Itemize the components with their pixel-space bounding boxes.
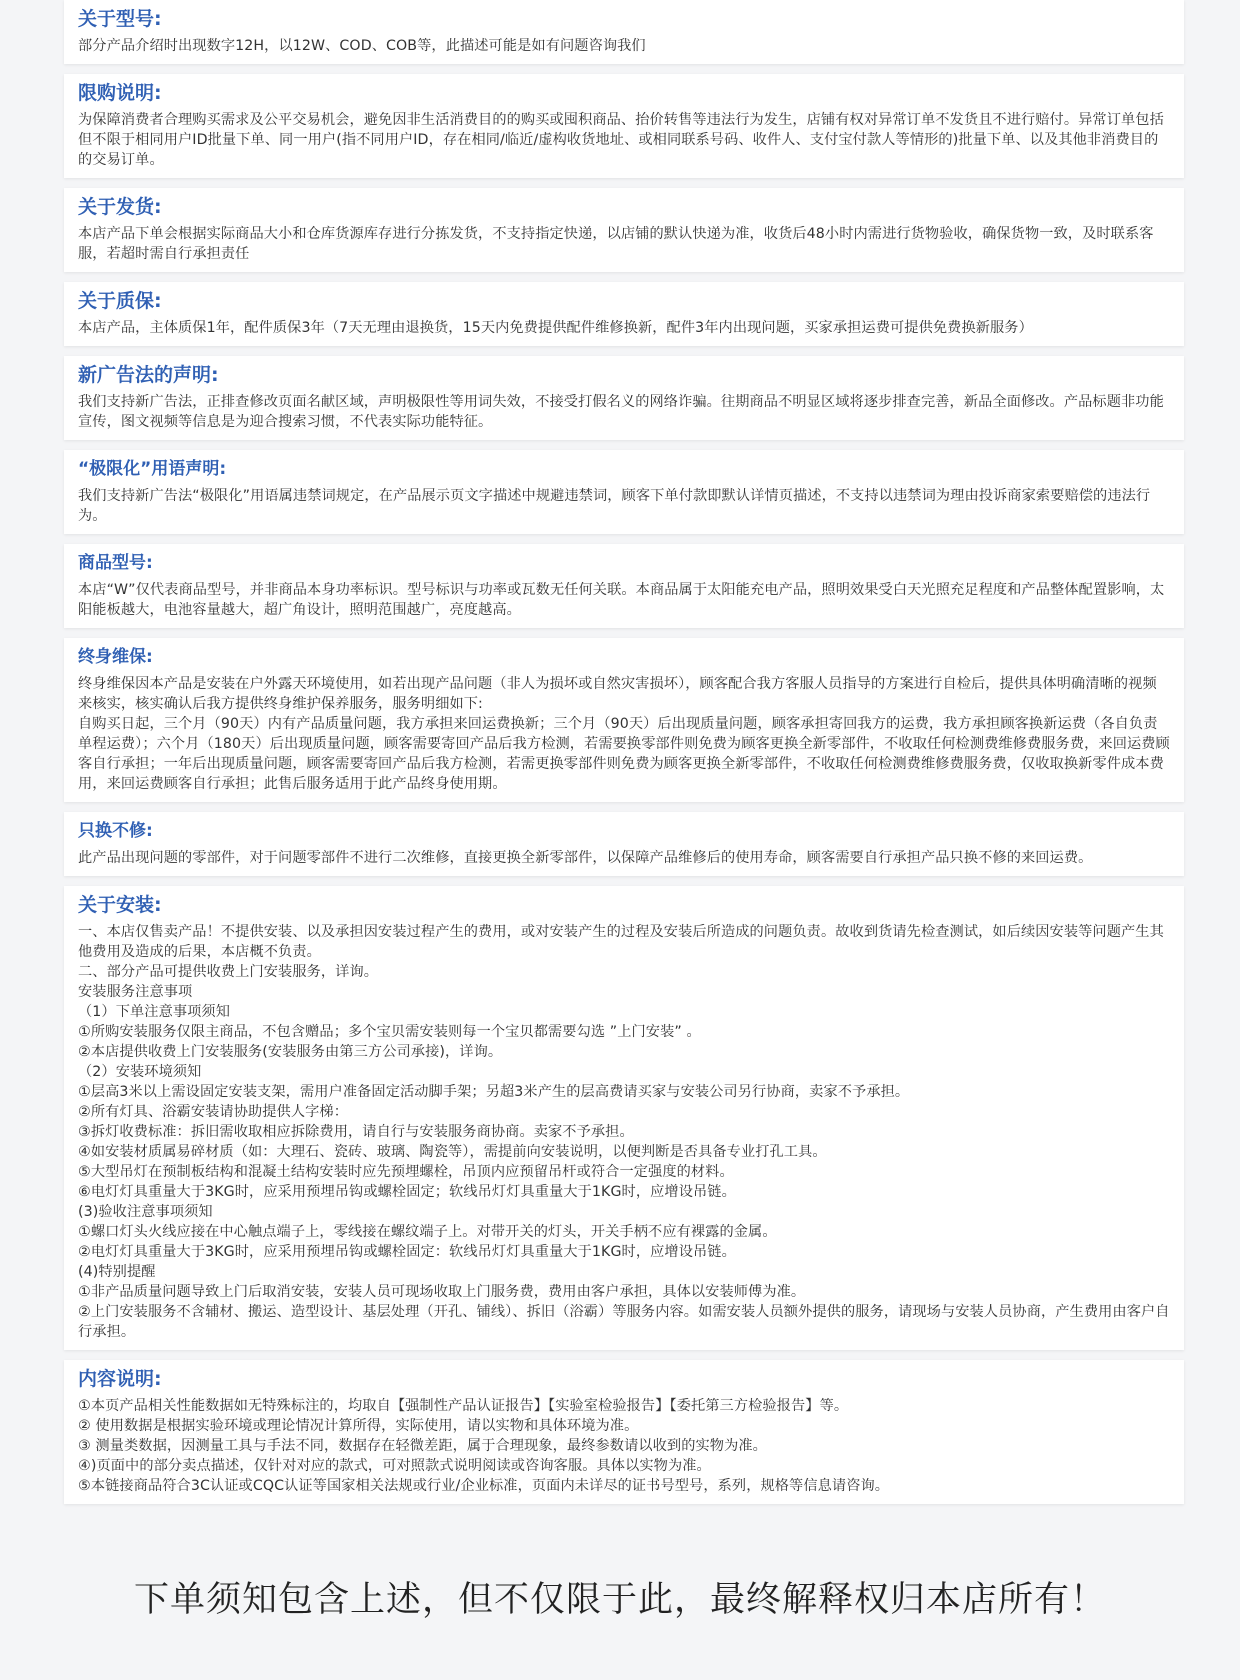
notice-section [64,886,1184,1350]
section-body [78,674,1170,794]
section-body [78,580,1170,620]
section-body [78,922,1170,1342]
section-text-line: ②电灯灯具重量大于3KG时，应采用预埋吊钩或螺栓固定：软线吊灯灯具重量大于1KG时，应增设吊链。 [78,1244,736,1260]
section-text-line: ①所购安装服务仅限主商品，不包含赠品；多个宝贝需安装则每一个宝贝都需要勾选 ”上门安装” 。 [78,1024,701,1040]
notice-section [64,544,1184,628]
notice-section [64,812,1184,876]
section-text-line: 此产品出现问题的零部件，对于问题零部件不进行二次维修，直接更换全新零部件，以保障产品维修后的使用寿命，顾客需要自行承担产品只换不修的来回运费。 [78,850,1093,866]
section-body [78,318,1170,338]
section-text-line: ②上门安装服务不含辅材、搬运、造型设计、基层处理（开孔、铺线）、拆旧（浴霸）等服务内容。如需安装人员额外提供的服务，请现场与安装人员协商，产生费用由客户自行承担。 [78,1304,1170,1340]
section-text-line: ②本店提供收费上门安装服务(安装服务由第三方公司承接)，详询。 [78,1044,503,1060]
section-text-line: 安装服务注意事项 [78,984,193,1000]
section-text-line: 本店“W”仅代表商品型号，并非商品本身功率标识。型号标识与功率或瓦数无任何关联。本商品属于太阳能充电产品，照明效果受白天光照充足程度和产品整体配置影响，太阳能板越大，电池容量越大，超广角设计，照明范围越广，亮度越高。 [78,582,1165,618]
section-title: 关于安装: [78,894,162,916]
section-title: 限购说明: [78,82,162,104]
section-text-line: ④)页面中的部分卖点描述，仅针对对应的款式，可对照款式说明阅读或咨询客服。具体以实物为准。 [78,1458,711,1474]
section-body [78,486,1170,526]
section-body [78,224,1170,264]
section-title: 关于型号: [78,8,162,30]
section-body [78,848,1170,868]
section-body [78,110,1170,170]
section-text-line: ④如安装材质属易碎材质（如：大理石、瓷砖、玻璃、陶瓷等），需提前向安装说明，以便判断是否具备专业打孔工具。 [78,1144,827,1160]
notice-section [64,188,1184,272]
section-text-line: ③ 测量类数据，因测量工具与手法不同，数据存在轻微差距，属于合理现象，最终参数请以收到的实物为准。 [78,1438,767,1454]
section-text-line: （1）下单注意事项须知 [78,1004,231,1020]
section-text-line: ⑤大型吊灯在预制板结构和混凝土结构安装时应先预埋螺栓，吊顶内应预留吊杆或符合一定强度的材料。 [78,1164,734,1180]
section-body [78,392,1170,432]
section-text-line: ③拆灯收费标准：拆旧需收取相应拆除费用，请自行与安装服务商协商。卖家不予承担。 [78,1124,634,1140]
section-body [78,36,1170,56]
section-text-line: 我们支持新广告法，正排查修改页面名献区域，声明极限性等用词失效，不接受打假名义的网络诈骗。往期商品不明显区域将逐步排查完善，新品全面修改。产品标题非功能宣传，图文视频等信息是为迎合搜索习惯，不代表实际功能特征。 [78,394,1164,430]
section-title: 新广告法的声明: [78,364,219,386]
section-text-line: ⑤本链接商品符合3C认证或CQC认证等国家相关法规或行业/企业标准，页面内未详尽的证书号型号，系列，规格等信息请咨询。 [78,1478,890,1494]
notice-section [64,1360,1184,1504]
notice-section [64,74,1184,178]
section-text-line: 终身维保因本产品是安装在户外露天环境使用，如若出现产品问题（非人为损坏或自然灾害损坏），顾客配合我方客服人员指导的方案进行自检后，提供具体明确清晰的视频来核实，核实确认后我方提供终身维护保养服务，服务明细如下: [78,676,1157,712]
section-title: 商品型号: [78,553,153,573]
section-title: 关于发货: [78,196,162,218]
section-text-line: (3)验收注意事项须知 [78,1204,213,1220]
notice-section [64,0,1184,64]
section-title: “极限化”用语声明: [78,459,227,479]
section-text-line: ①层高3米以上需设固定安装支架，需用户准备固定活动脚手架；另超3米产生的层高费请买家与安装公司另行协商，卖家不予承担。 [78,1084,910,1100]
section-text-line: 我们支持新广告法“极限化”用语属违禁词规定，在产品展示页文字描述中规避违禁词，顾客下单付款即默认详情页描述，不支持以违禁词为理由投诉商家索要赔偿的违法行为。 [78,488,1151,524]
section-text-line: ⑥电灯灯具重量大于3KG时，应采用预埋吊钩或螺栓固定；软线吊灯灯具重量大于1KG时，应增设吊链。 [78,1184,736,1200]
section-text-line: 二、部分产品可提供收费上门安装服务，详询。 [78,964,379,980]
section-text-line: 为保障消费者合理购买需求及公平交易机会，避免因非生活消费目的的购买或囤积商品、抬价转售等违法行为发生，店铺有权对异常订单不发货且不进行赔付。异常订单包括但不限于相同用户ID批量下单、同一用户(指不同用户ID，存在相同/临近/虚构收货地址、或相同联系号码、收件人、支付宝付款人等情形的)批量下单、以及其他非消费目的的交易订单。 [78,112,1164,168]
notice-section [64,282,1184,346]
footer-statement: 下单须知包含上述，但不仅限于此，最终解释权归本店所有！ [133,1580,1106,1620]
section-text-line: 部分产品介绍时出现数字12H，以12W、COD、COB等，此描述可能是如有问题咨询我们 [78,38,646,54]
section-text-line: 本店产品，主体质保1年，配件质保3年（7天无理由退换货，15天内免费提供配件维修换新，配件3年内出现问题，买家承担运费可提供免费换新服务） [78,320,1033,336]
section-text-line: （2）安装环境须知 [78,1064,202,1080]
section-text-line: ①螺口灯头火线应接在中心触点端子上，零线接在螺纹端子上。对带开关的灯头，开关手柄不应有裸露的金属。 [78,1224,777,1240]
section-title: 终身维保: [78,647,153,667]
notice-section [64,450,1184,534]
section-text-line: ①本页产品相关性能数据如无特殊标注的，均取自【强制性产品认证报告】【实验室检验报告】【委托第三方检验报告】等。 [78,1398,849,1414]
section-title: 内容说明: [78,1368,162,1390]
section-body [78,1396,1170,1496]
notice-section [64,356,1184,440]
notice-sections [64,0,1184,1514]
section-text-line: ①非产品质量问题导致上门后取消安装，安装人员可现场收取上门服务费，费用由客户承担，具体以安装师傅为准。 [78,1284,806,1300]
section-text-line: ② 使用数据是根据实验环境或理论情况计算所得，实际使用，请以实物和具体环境为准。 [78,1418,639,1434]
section-text-line: ②所有灯具、浴霸安装请协助提供人字梯： [78,1104,348,1120]
section-text-line: 本店产品下单会根据实际商品大小和仓库货源库存进行分拣发货，不支持指定快递，以店铺的默认快递为准，收货后48小时内需进行货物验收，确保货物一致，及时联系客服，若超时需自行承担责任 [78,226,1154,262]
section-text-line: (4)特别提醒 [78,1264,156,1280]
section-title: 只换不修: [78,821,153,841]
notice-section [64,638,1184,802]
section-text-line: 自购买日起，三个月（90天）内有产品质量问题，我方承担来回运费换新；三个月（90天）后出现质量问题，顾客承担寄回我方的运费，我方承担顾客换新运费（各自负责单程运费）；六个月（180天）后出现质量问题，顾客需要寄回产品后我方检测，若需要换零部件则免费为顾客更换全新零部件，不收取任何检测费维修费服务费，来回运费顾客自行承担；一年后出现质量问题，顾客需要寄回产品后我方检测，若需更换零部件则免费为顾客更换全新零部件，不收取任何检测费维修费服务费，仅收取换新零件成本费用，来回运费顾客自行承担；此售后服务适用于此产品终身使用期。 [78,716,1170,792]
section-title: 关于质保: [78,290,162,312]
section-text-line: 一、本店仅售卖产品！不提供安装、以及承担因安装过程产生的费用，或对安装产生的过程及安装后所造成的问题负责。故收到货请先检查测试，如后续因安装等问题产生其他费用及造成的后果，本店概不负责。 [78,924,1164,960]
